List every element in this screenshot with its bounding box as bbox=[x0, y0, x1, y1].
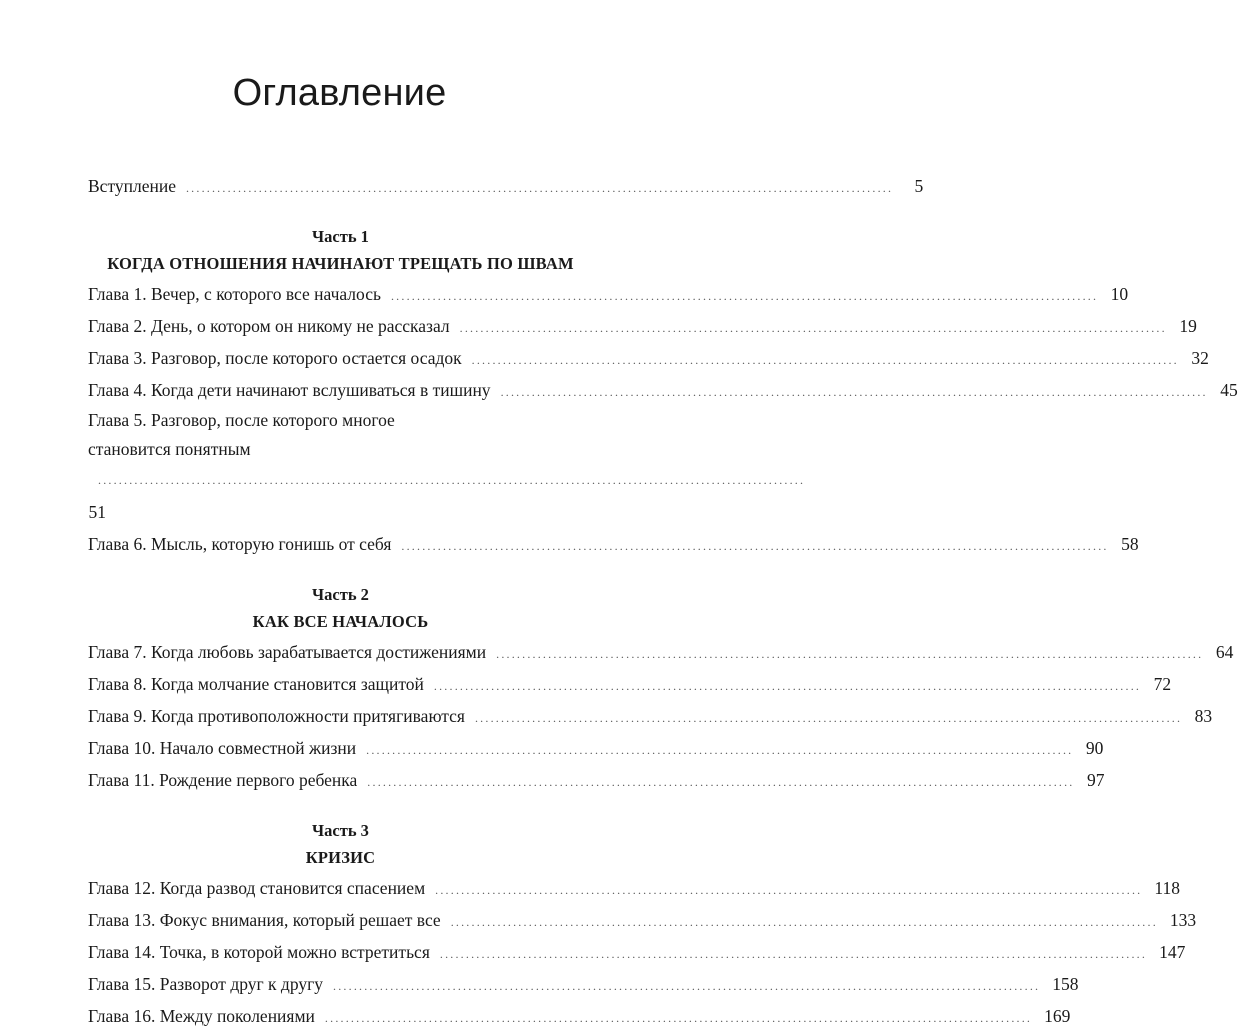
toc-entry-chapter-7[interactable] bbox=[88, 636, 1234, 668]
toc-entry-chapter-16[interactable] bbox=[88, 1000, 1071, 1032]
toc-entry-chapter-13[interactable] bbox=[88, 904, 1197, 936]
toc-page-number: 58 bbox=[1121, 534, 1139, 554]
dot-leader: ........................................................................................................................................ bbox=[390, 289, 1099, 303]
toc-entry-chapter-14[interactable] bbox=[88, 936, 1186, 968]
dot-leader: ........................................................................................................................................ bbox=[500, 385, 1208, 399]
toc-page-number: 133 bbox=[1169, 910, 1197, 930]
toc-entry-label: Глава 1. Вечер, с которого все началось bbox=[88, 284, 381, 304]
dot-leader: ........................................................................................................................................ bbox=[435, 883, 1143, 897]
dot-leader: ........................................................................................................................................ bbox=[474, 711, 1183, 725]
dot-leader: ........................................................................................................................................ bbox=[367, 775, 1075, 789]
toc-entry-chapter-15[interactable] bbox=[88, 968, 1079, 1000]
toc-entry-chapter-2[interactable] bbox=[88, 310, 1197, 342]
toc-page-number: 72 bbox=[1153, 674, 1172, 694]
toc-entry-label: Глава 3. Разговор, после которого остается осадок bbox=[88, 348, 462, 368]
page-title: Оглавление bbox=[232, 72, 447, 114]
dot-leader: ........................................................................................................................................ bbox=[324, 1011, 1033, 1025]
toc-entry-chapter-12[interactable] bbox=[88, 872, 1180, 904]
dot-leader: ........................................................................................................................................ bbox=[439, 947, 1148, 961]
toc-page-number: 147 bbox=[1159, 942, 1186, 962]
toc-entry-label: Глава 10. Начало совместной жизни bbox=[88, 738, 357, 758]
toc-entry-chapter-11[interactable] bbox=[88, 764, 1105, 796]
toc-page-number: 32 bbox=[1191, 348, 1209, 368]
dot-leader: ........................................................................................................................................ bbox=[98, 473, 806, 487]
toc-entry-label: Глава 9. Когда противоположности притягиваются bbox=[88, 706, 465, 726]
toc-page-number: 10 bbox=[1110, 284, 1129, 304]
toc-page-number: 51 bbox=[88, 502, 106, 522]
toc-entry-label: Глава 11. Рождение первого ребенка bbox=[88, 770, 358, 790]
part-3-title: КРИЗИС bbox=[305, 848, 376, 867]
toc-entry-label: Глава 14. Точка, в которой можно встретиться bbox=[88, 942, 430, 962]
dot-leader: ........................................................................................................................................ bbox=[185, 181, 894, 195]
dot-leader: ........................................................................................................................................ bbox=[366, 743, 1074, 757]
toc-page-number: 90 bbox=[1085, 738, 1104, 758]
part-3-heading: Часть 3 bbox=[312, 821, 369, 840]
toc-entry-label: Глава 16. Между поколениями bbox=[88, 1006, 315, 1026]
toc-entry-label: Глава 12. Когда развод становится спасением bbox=[88, 878, 426, 898]
toc-entry-label: Глава 7. Когда любовь зарабатывается достижениями bbox=[88, 642, 487, 662]
toc-entry-chapter-10[interactable] bbox=[88, 732, 1104, 764]
table-of-contents bbox=[88, 170, 1238, 1032]
toc-entry-label: Глава 8. Когда молчание становится защитой bbox=[88, 674, 424, 694]
toc-entry-chapter-5[interactable] bbox=[88, 406, 806, 528]
toc-entry-label: Глава 6. Мысль, которую гонишь от себя bbox=[88, 534, 392, 554]
toc-entry-chapter-1[interactable] bbox=[88, 278, 1129, 310]
part-1-title: КОГДА ОТНОШЕНИЯ НАЧИНАЮТ ТРЕЩАТЬ ПО ШВАМ bbox=[107, 254, 574, 273]
dot-leader: ........................................................................................................................................ bbox=[433, 679, 1142, 693]
dot-leader: ........................................................................................................................................ bbox=[496, 647, 1204, 661]
toc-entry-label: Вступление bbox=[88, 176, 176, 196]
toc-page-number: 19 bbox=[1179, 316, 1197, 336]
toc-page-number: 169 bbox=[1044, 1006, 1071, 1026]
toc-page-number: 118 bbox=[1154, 878, 1180, 898]
dot-leader: ........................................................................................................................................ bbox=[459, 321, 1167, 335]
toc-entry-label: Глава 15. Разворот друг к другу bbox=[88, 974, 324, 994]
toc-entry-chapter-3[interactable] bbox=[88, 342, 1209, 374]
toc-page-number: 83 bbox=[1194, 706, 1213, 726]
toc-page-number: 64 bbox=[1215, 642, 1234, 662]
toc-entry-chapter-6[interactable] bbox=[88, 528, 1139, 560]
part-2-title: КАК ВСЕ НАЧАЛОСЬ bbox=[252, 612, 429, 631]
toc-entry-label-continued: становится понятным bbox=[88, 439, 251, 459]
toc-entry-intro[interactable] bbox=[88, 170, 924, 202]
toc-entry-chapter-4[interactable] bbox=[88, 374, 1238, 406]
toc-page-number: 5 bbox=[914, 176, 924, 196]
toc-entry-chapter-8[interactable] bbox=[88, 668, 1172, 700]
toc-entry-label: Глава 5. Разговор, после которого многое bbox=[88, 410, 395, 430]
dot-leader: ........................................................................................................................................ bbox=[450, 915, 1158, 929]
toc-page-number: 97 bbox=[1087, 770, 1105, 790]
toc-entry-label: Глава 2. День, о котором он никому не рассказал bbox=[88, 316, 450, 336]
part-2-heading: Часть 2 bbox=[312, 585, 369, 604]
dot-leader: ........................................................................................................................................ bbox=[401, 539, 1109, 553]
toc-entry-label: Глава 4. Когда дети начинают вслушиваться в тишину bbox=[88, 380, 491, 400]
dot-leader: ........................................................................................................................................ bbox=[333, 979, 1041, 993]
toc-page-number: 158 bbox=[1052, 974, 1079, 994]
toc-entry-label: Глава 13. Фокус внимания, который решает все bbox=[88, 910, 441, 930]
dot-leader: ........................................................................................................................................ bbox=[471, 353, 1179, 367]
toc-page-number: 45 bbox=[1220, 380, 1238, 400]
part-1-heading: Часть 1 bbox=[312, 227, 369, 246]
toc-entry-chapter-9[interactable] bbox=[88, 700, 1213, 732]
